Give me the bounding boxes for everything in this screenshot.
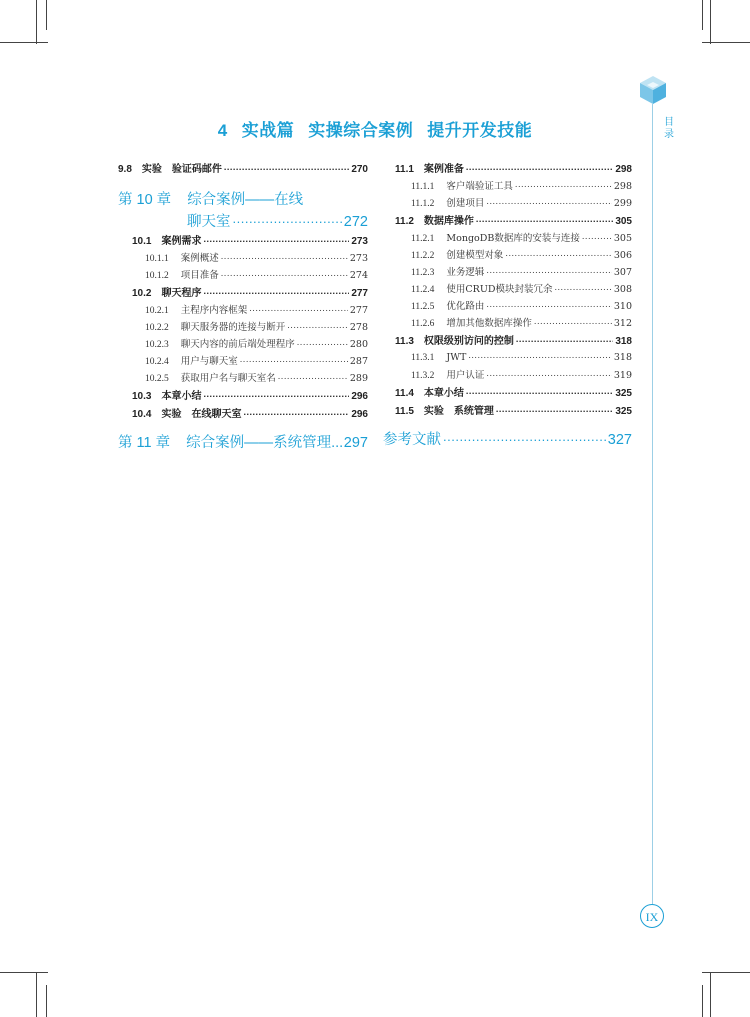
- entry-number: 11.2.5: [411, 302, 435, 312]
- entry-page: 273: [349, 253, 368, 264]
- side-rule: [652, 104, 653, 904]
- entry-page: 277: [351, 288, 368, 299]
- entry-number: 11.4: [395, 388, 414, 399]
- leader-dots: [505, 249, 611, 259]
- entry-title: 聊天程序: [161, 288, 202, 299]
- entry-number: 11.3.1: [411, 352, 435, 363]
- entry-number: 11.1.1: [411, 182, 435, 192]
- cube-icon: [637, 74, 669, 106]
- toc-subentry[interactable]: [395, 178, 632, 195]
- entry-title: 优化路由: [446, 301, 485, 312]
- entry-title: 聊天服务器的连接与断开: [180, 322, 286, 333]
- crop-mark: [702, 972, 750, 973]
- leader-dots: [466, 386, 613, 396]
- leader-dots: [486, 197, 611, 207]
- entry-title: 实验 验证码邮件: [141, 164, 222, 175]
- side-label: 目录: [664, 117, 674, 140]
- entry-number: 11.3.2: [411, 371, 435, 381]
- entry-page: 298: [613, 181, 632, 192]
- entry-number: 10.2.1: [145, 306, 169, 316]
- entry-title: 权限级别访问的控制: [423, 336, 514, 347]
- toc-subentry[interactable]: [395, 230, 632, 247]
- entry-page: 274: [349, 270, 368, 281]
- entry-page: 289: [349, 373, 368, 384]
- toc-entry[interactable]: [395, 212, 632, 230]
- toc-subentry[interactable]: [118, 370, 368, 387]
- toc-entry[interactable]: [118, 232, 368, 250]
- entry-title: 本章小结: [423, 388, 464, 399]
- entry-page: 306: [613, 250, 632, 261]
- leader-dots: [221, 269, 348, 279]
- leader-dots: [203, 286, 349, 296]
- entry-title: 实验 在线聊天室: [161, 409, 242, 420]
- leader-dots: [249, 304, 348, 314]
- entry-title: 案例需求: [161, 236, 202, 247]
- entry-number: 11.1: [395, 164, 414, 175]
- entry-number: 11.2: [395, 216, 414, 227]
- entry-number: 10.3: [132, 391, 152, 402]
- crop-mark: [702, 0, 703, 30]
- leader-dots: [466, 162, 613, 172]
- toc-entry[interactable]: [118, 160, 368, 178]
- entry-number: 11.2.1: [411, 234, 435, 244]
- entry-number: 11.2.6: [411, 319, 435, 329]
- crop-mark: [710, 0, 711, 44]
- entry-title: 获取用户名与聊天室名: [180, 373, 276, 384]
- entry-title: 用户认证: [446, 370, 485, 381]
- toc-references-entry[interactable]: [383, 428, 632, 452]
- entry-title: 数据库操作: [423, 216, 474, 227]
- entry-page: 307: [613, 267, 632, 278]
- leader-dots: [243, 407, 349, 417]
- references-page: 327: [607, 432, 632, 448]
- entry-number: 9.8: [118, 164, 132, 175]
- entry-page: 299: [613, 198, 632, 209]
- entry-page: 280: [349, 339, 368, 350]
- toc-subentry[interactable]: [395, 281, 632, 298]
- crop-mark: [36, 0, 37, 44]
- entry-number: 10.4: [132, 409, 152, 420]
- toc-subentry[interactable]: [118, 302, 368, 319]
- part-number: 4: [217, 121, 228, 140]
- entry-page: 318: [613, 351, 632, 363]
- entry-title: 案例准备: [423, 164, 464, 175]
- toc-entry[interactable]: [118, 387, 368, 405]
- leader-dots: [582, 232, 612, 242]
- toc-entry[interactable]: [118, 405, 368, 423]
- leader-dots: [233, 212, 342, 227]
- entry-page: 287: [349, 356, 368, 367]
- chapter-page: 272: [343, 214, 368, 230]
- toc-left-column: [118, 160, 368, 455]
- toc-subentry[interactable]: [118, 336, 368, 353]
- toc-subentry[interactable]: [395, 367, 632, 384]
- entry-title: MongoDB数据库的安装与连接: [446, 233, 580, 244]
- part-name: 实战篇: [241, 121, 295, 140]
- entry-title: 实验 系统管理: [423, 406, 494, 417]
- toc-subentry[interactable]: [118, 267, 368, 284]
- leader-dots: [554, 283, 611, 293]
- crop-mark: [46, 0, 47, 30]
- chapter-title: 综合案例——在线: [187, 192, 304, 208]
- page-number: IX: [640, 904, 664, 928]
- entry-page: 318: [615, 336, 632, 347]
- chapter-title: 综合案例——系统管理...: [186, 435, 344, 451]
- entry-number: 10.2.3: [145, 340, 169, 350]
- entry-page: 310: [613, 301, 632, 312]
- toc-subentry[interactable]: [395, 350, 632, 367]
- entry-number: 11.5: [395, 406, 414, 417]
- entry-page: 325: [615, 406, 632, 417]
- chapter-number: 第 11 章: [118, 435, 171, 451]
- crop-mark: [702, 42, 750, 43]
- toc-entry[interactable]: [395, 332, 632, 350]
- leader-dots: [496, 404, 613, 414]
- toc-subentry[interactable]: [395, 298, 632, 315]
- entry-number: 11.1.2: [411, 199, 435, 209]
- crop-mark: [46, 985, 47, 1017]
- crop-mark: [710, 972, 711, 1017]
- leader-dots: [287, 321, 348, 331]
- toc-right-column: [383, 160, 632, 452]
- entry-page: 296: [351, 409, 368, 420]
- chapter-number: 第 10 章: [118, 192, 172, 208]
- entry-page: 298: [615, 164, 632, 175]
- leader-dots: [224, 162, 349, 172]
- leader-dots: [468, 350, 612, 360]
- toc-entry[interactable]: [395, 160, 632, 178]
- crop-mark: [702, 985, 703, 1017]
- entry-number: 11.2.2: [411, 251, 435, 261]
- entry-title: 主程序内容框架: [180, 305, 248, 316]
- toc-subentry[interactable]: [395, 195, 632, 212]
- entry-number: 11.2.3: [411, 268, 435, 278]
- entry-title: 项目准备: [180, 270, 219, 281]
- chapter-title-cont: 聊天室: [187, 214, 231, 230]
- entry-page: 278: [349, 322, 368, 333]
- entry-title: 创建模型对象: [446, 250, 504, 261]
- entry-page: 325: [615, 388, 632, 399]
- leader-dots: [240, 355, 348, 365]
- toc-subentry[interactable]: [118, 353, 368, 370]
- entry-title: 客户端验证工具: [446, 181, 513, 192]
- entry-title: JWT: [446, 351, 467, 363]
- crop-mark: [0, 42, 48, 43]
- leader-dots: [486, 266, 611, 276]
- entry-page: 308: [613, 284, 632, 295]
- leader-dots: [203, 234, 349, 244]
- leader-dots: [516, 334, 613, 344]
- part-subtitle-2: 提升开发技能: [427, 121, 533, 140]
- entry-number: 10.1.2: [145, 271, 169, 281]
- entry-page: 273: [351, 236, 368, 247]
- entry-number: 10.2.5: [145, 374, 169, 384]
- leader-dots: [534, 317, 612, 327]
- toc-subentry[interactable]: [118, 319, 368, 336]
- entry-number: 10.2: [132, 288, 152, 299]
- chapter-page: 297: [343, 435, 368, 451]
- entry-number: 10.1: [132, 236, 152, 247]
- entry-number: 10.2.4: [145, 357, 169, 367]
- entry-page: 277: [349, 305, 368, 316]
- crop-mark: [36, 972, 37, 1017]
- entry-title: 使用CRUD模块封装冗余: [446, 284, 553, 295]
- entry-title: 用户与聊天室: [180, 356, 238, 367]
- toc-entry[interactable]: [118, 284, 368, 302]
- entry-number: 11.2.4: [411, 285, 435, 295]
- leader-dots: [221, 252, 348, 262]
- toc-subentry[interactable]: [395, 315, 632, 332]
- toc-entry[interactable]: [395, 402, 632, 420]
- entry-title: 聊天内容的前后端处理程序: [180, 339, 295, 350]
- leader-dots: [476, 214, 613, 224]
- crop-mark: [0, 972, 48, 973]
- leader-dots: [278, 372, 348, 382]
- entry-title: 案例概述: [180, 253, 219, 264]
- entry-page: 319: [613, 370, 632, 381]
- toc-chapter-entry[interactable]: [118, 188, 368, 232]
- entry-number: 10.1.1: [145, 254, 169, 264]
- entry-title: 业务逻辑: [446, 267, 485, 278]
- entry-page: 305: [615, 216, 632, 227]
- leader-dots: [515, 180, 612, 190]
- toc-subentry[interactable]: [395, 264, 632, 281]
- part-subtitle-1: 实操综合案例: [308, 121, 414, 140]
- entry-page: 305: [613, 233, 632, 244]
- leader-dots: [486, 369, 611, 379]
- leader-dots: [203, 389, 349, 399]
- entry-title: 本章小结: [161, 391, 202, 402]
- references-title: 参考文献: [383, 432, 441, 448]
- part-title: [0, 116, 750, 141]
- entry-page: 312: [613, 318, 632, 329]
- toc-subentry[interactable]: [118, 250, 368, 267]
- leader-dots: [443, 430, 606, 445]
- entry-number: 10.2.2: [145, 323, 169, 333]
- entry-number: 11.3: [395, 336, 414, 347]
- toc-entry[interactable]: [395, 384, 632, 402]
- toc-subentry[interactable]: [395, 247, 632, 264]
- entry-title: 创建项目: [446, 198, 485, 209]
- entry-title: 增加其他数据库操作: [446, 318, 532, 329]
- entry-page: 270: [351, 164, 368, 175]
- leader-dots: [297, 338, 348, 348]
- toc-chapter-entry[interactable]: [118, 431, 368, 455]
- leader-dots: [486, 300, 611, 310]
- entry-page: 296: [351, 391, 368, 402]
